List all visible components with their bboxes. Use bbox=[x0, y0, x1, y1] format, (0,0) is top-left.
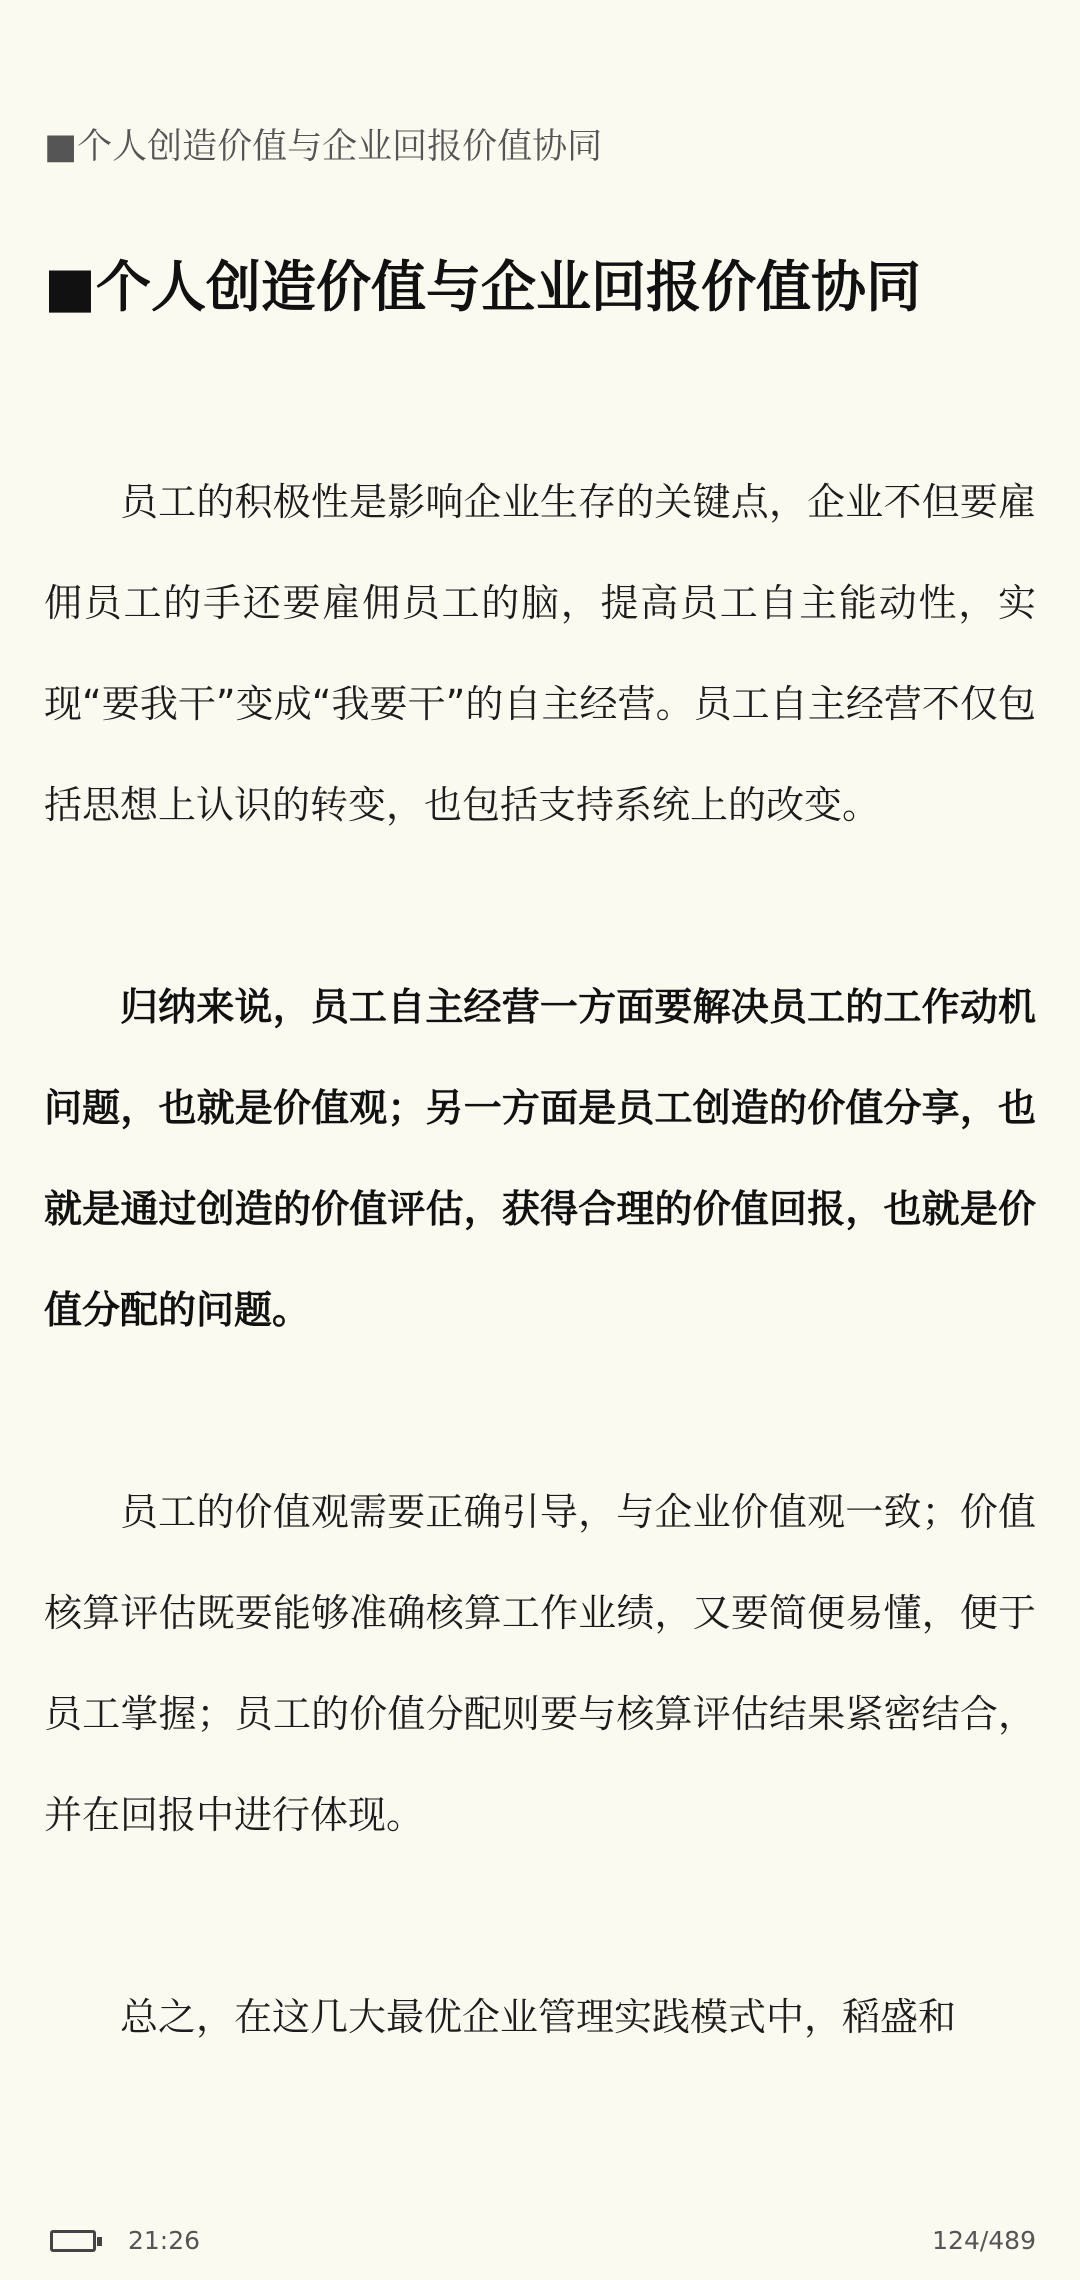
running-header: ■个人创造价值与企业回报价值协同 bbox=[44, 127, 603, 167]
page-indicator: 124/489 bbox=[932, 2226, 1036, 2255]
paragraph-1: 员工的积极性是影响企业生存的关键点，企业不但要雇佣员工的手还要雇佣员工的脑，提高员工自主能动性，实现“要我干”变成“我要干”的自主经营。员工自主经营不仅包括思想上认识的转变，也包括支持系统上的改变。 bbox=[44, 480, 1036, 827]
clock-time: 21:26 bbox=[128, 2226, 201, 2255]
reading-content[interactable] bbox=[44, 452, 1036, 2169]
reader-status-bar bbox=[0, 2222, 1080, 2266]
paragraph-3: 员工的价值观需要正确引导，与企业价值观一致；价值核算评估既要能够准确核算工作业绩，又要简便易懂，便于员工掌握；员工的价值分配则要与核算评估结果紧密结合，并在回报中进行体现。 bbox=[44, 1490, 1036, 1837]
paragraph-2: 归纳来说，员工自主经营一方面要解决员工的工作动机问题，也就是价值观；另一方面是员工创造的价值分享，也就是通过创造的价值评估，获得合理的价值回报，也就是价值分配的问题。 bbox=[44, 985, 1036, 1332]
chapter-title: ■个人创造价值与企业回报价值协同 bbox=[44, 255, 921, 319]
battery-icon bbox=[50, 2230, 96, 2252]
paragraph-4: 总之，在这几大最优企业管理实践模式中，稻盛和 bbox=[120, 1995, 957, 2039]
